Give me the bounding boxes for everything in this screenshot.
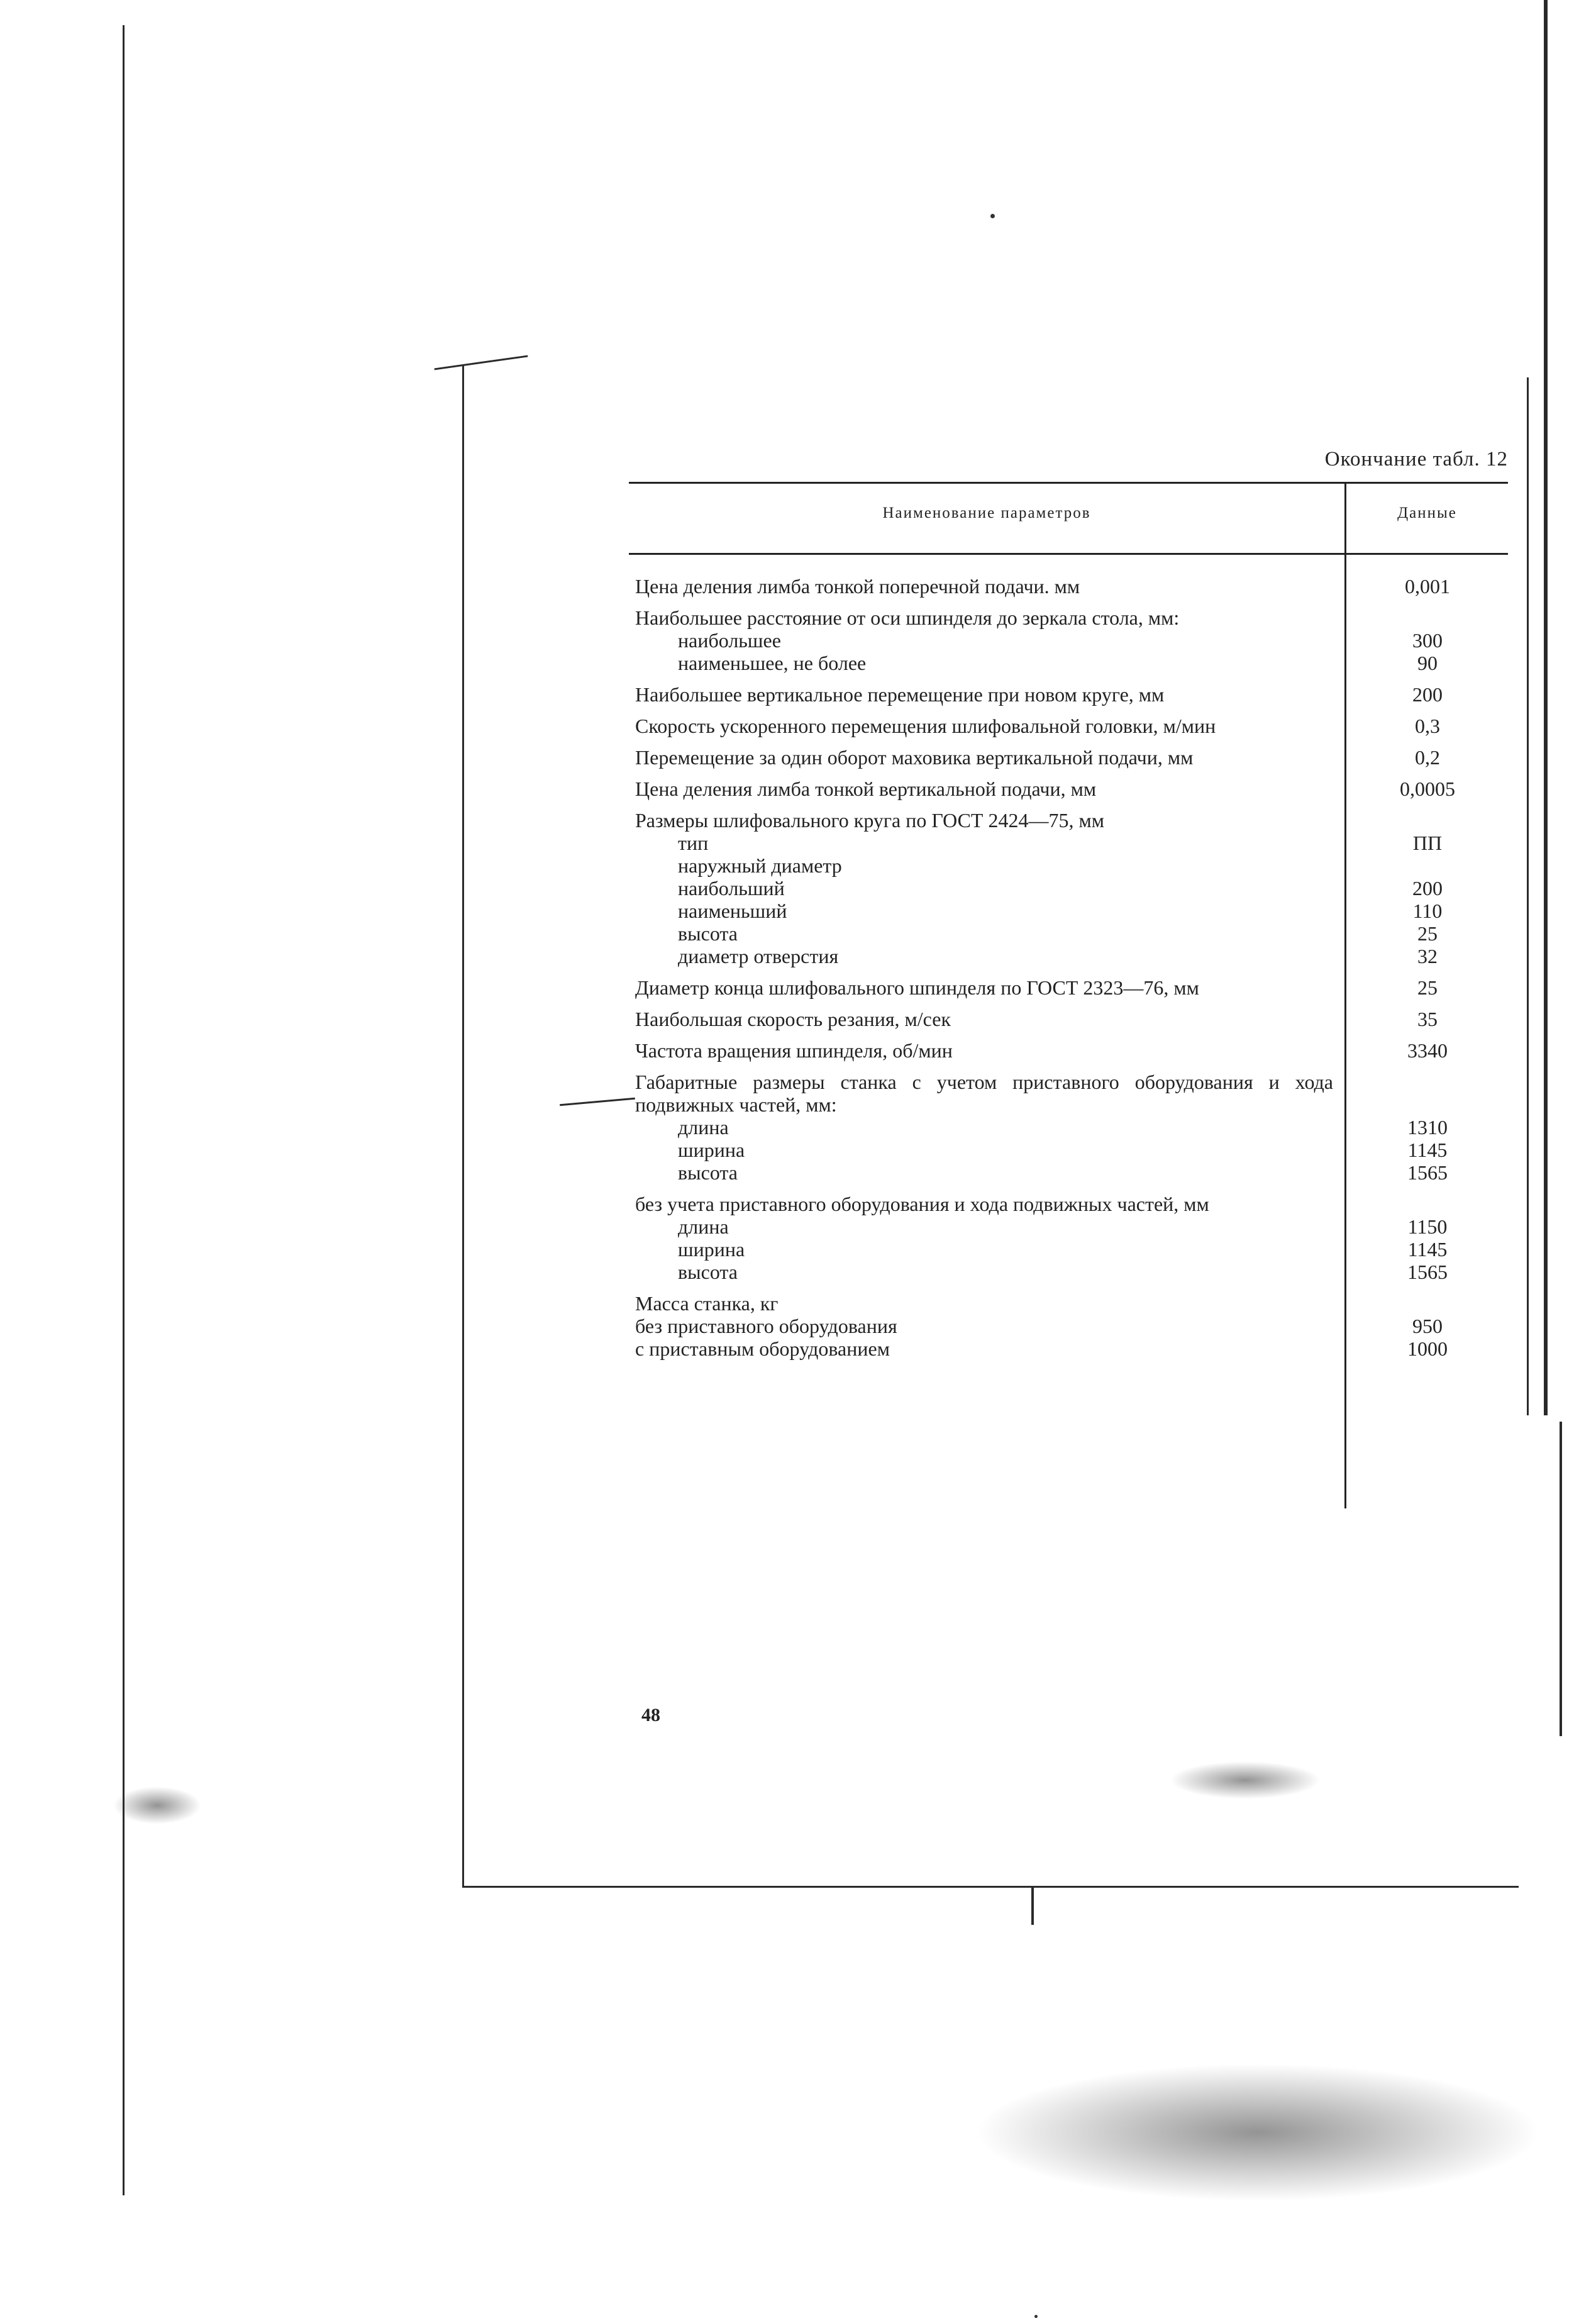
scan-smudge-bottom (975, 2063, 1541, 2202)
param-value: 200 (1412, 877, 1443, 900)
param-name: с приставным оборудованием (635, 1337, 890, 1360)
param-value: 25 (1417, 922, 1438, 945)
param-name: Наибольшая скорость резания, м/сек (635, 1008, 951, 1030)
scan-right-edge (1544, 0, 1548, 1415)
table-row (635, 629, 1508, 652)
param-name: длина (678, 1116, 729, 1139)
table-body (635, 575, 1508, 1360)
param-value: 3340 (1407, 1039, 1448, 1062)
param-value: 1565 (1407, 1161, 1448, 1184)
table-row (635, 715, 1508, 737)
param-value: 300 (1412, 629, 1443, 652)
param-name: тип (678, 832, 709, 854)
param-name: длина (678, 1215, 729, 1238)
param-name: Масса станка, кг (635, 1292, 779, 1315)
param-name: ширина (678, 1139, 745, 1161)
table-row (635, 900, 1508, 922)
parameters-table (629, 482, 1508, 1507)
table-row (635, 1292, 1508, 1315)
param-value: 0,0005 (1400, 777, 1455, 800)
param-value: 0,3 (1415, 715, 1440, 737)
table-row (635, 652, 1508, 674)
param-value: 110 (1412, 900, 1443, 922)
param-value: 200 (1412, 683, 1443, 706)
table-row (635, 683, 1508, 706)
param-name: высота (678, 1161, 738, 1184)
table-row (635, 1261, 1508, 1283)
param-name: ширина (678, 1238, 745, 1261)
table-row (635, 1008, 1508, 1030)
scan-left-edge (123, 25, 125, 2195)
param-name: без приставного оборудования (635, 1315, 897, 1337)
param-value: 1565 (1407, 1261, 1448, 1283)
table-row (635, 1315, 1508, 1337)
table-row (635, 832, 1508, 854)
table-row (635, 1193, 1508, 1215)
param-name: Частота вращения шпинделя, об/мин (635, 1039, 953, 1062)
table-header-rule (629, 553, 1508, 555)
scan-inner-left-line (462, 365, 464, 1887)
param-name: Цена деления лимба тонкой вертикальной подачи, мм (635, 777, 1097, 800)
table-row (635, 1337, 1508, 1360)
scan-smudge-left (113, 1786, 201, 1824)
param-value: 1150 (1407, 1215, 1448, 1238)
param-name: без учета приставного оборудования и хода подвижных частей, мм (635, 1193, 1209, 1215)
param-value: 1145 (1407, 1139, 1448, 1161)
param-value: 90 (1417, 652, 1438, 674)
param-value: 32 (1417, 945, 1438, 967)
param-name: Наибольшее расстояние от оси шпинделя до зеркала стола, мм: (635, 606, 1180, 629)
table-row (635, 922, 1508, 945)
param-name: наибольшее (678, 629, 781, 652)
table-row (635, 777, 1508, 800)
table-row (635, 1039, 1508, 1062)
table-row (635, 1238, 1508, 1261)
table-row (635, 1139, 1508, 1161)
param-name: Скорость ускоренного перемещения шлифовальной головки, м/мин (635, 715, 1216, 737)
param-name: высота (678, 1261, 738, 1283)
param-name: Наибольшее вертикальное перемещение при новом круге, мм (635, 683, 1165, 706)
scan-inner-right-line (1527, 377, 1529, 1415)
scan-bottom-line (462, 1886, 1519, 1888)
param-name: наибольший (678, 877, 785, 900)
table-row (635, 976, 1508, 999)
param-value: 1000 (1407, 1337, 1448, 1360)
scan-top-mark (435, 355, 528, 371)
table-row (635, 575, 1508, 598)
param-value: 0,001 (1405, 575, 1450, 598)
table-row (635, 1071, 1508, 1116)
header-data: Данные (1397, 504, 1457, 521)
param-name: Размеры шлифовального круга по ГОСТ 2424—75, мм (635, 809, 1104, 832)
param-name: высота (678, 922, 738, 945)
param-name: Диаметр конца шлифовального шпинделя по ГОСТ 2323—76, мм (635, 976, 1199, 999)
table-row (635, 1116, 1508, 1139)
param-value: ПП (1412, 832, 1443, 854)
header-param: Наименование параметров (882, 504, 1091, 521)
param-name: Габаритные размеры станка с учетом приставного оборудования и хода подвижных частей, мм: (635, 1071, 1333, 1116)
param-value: 950 (1412, 1315, 1443, 1337)
page-number: 48 (641, 1705, 660, 1725)
scan-speck (1034, 2315, 1038, 2318)
table-row (635, 854, 1508, 877)
table-caption: Окончание табл. 12 (1324, 448, 1508, 471)
param-name: Перемещение за один оборот маховика вертикальной подачи, мм (635, 746, 1194, 769)
param-name: диаметр отверстия (678, 945, 839, 967)
table-row (635, 945, 1508, 967)
scan-margin-dash (560, 1098, 635, 1106)
param-name: наружный диаметр (678, 854, 842, 877)
param-value: 1145 (1407, 1238, 1448, 1261)
scan-speck (990, 214, 995, 218)
scan-smudge-footer (1170, 1761, 1321, 1799)
param-name: Цена деления лимба тонкой поперечной подачи. мм (635, 575, 1080, 598)
param-value: 1310 (1407, 1116, 1448, 1139)
table-row (635, 746, 1508, 769)
table-row (635, 1215, 1508, 1238)
table-row (635, 877, 1508, 900)
param-value: 35 (1417, 1008, 1438, 1030)
param-name: наименьшее, не более (678, 652, 867, 674)
table-top-rule (629, 482, 1508, 484)
scan-right-edge-lower (1560, 1422, 1562, 1736)
table-row (635, 1161, 1508, 1184)
table-row (635, 606, 1508, 629)
param-value: 0,2 (1415, 746, 1440, 769)
param-value: 25 (1417, 976, 1438, 999)
table-row (635, 809, 1508, 832)
scan-tick (1031, 1887, 1034, 1925)
param-name: наименьший (678, 900, 787, 922)
